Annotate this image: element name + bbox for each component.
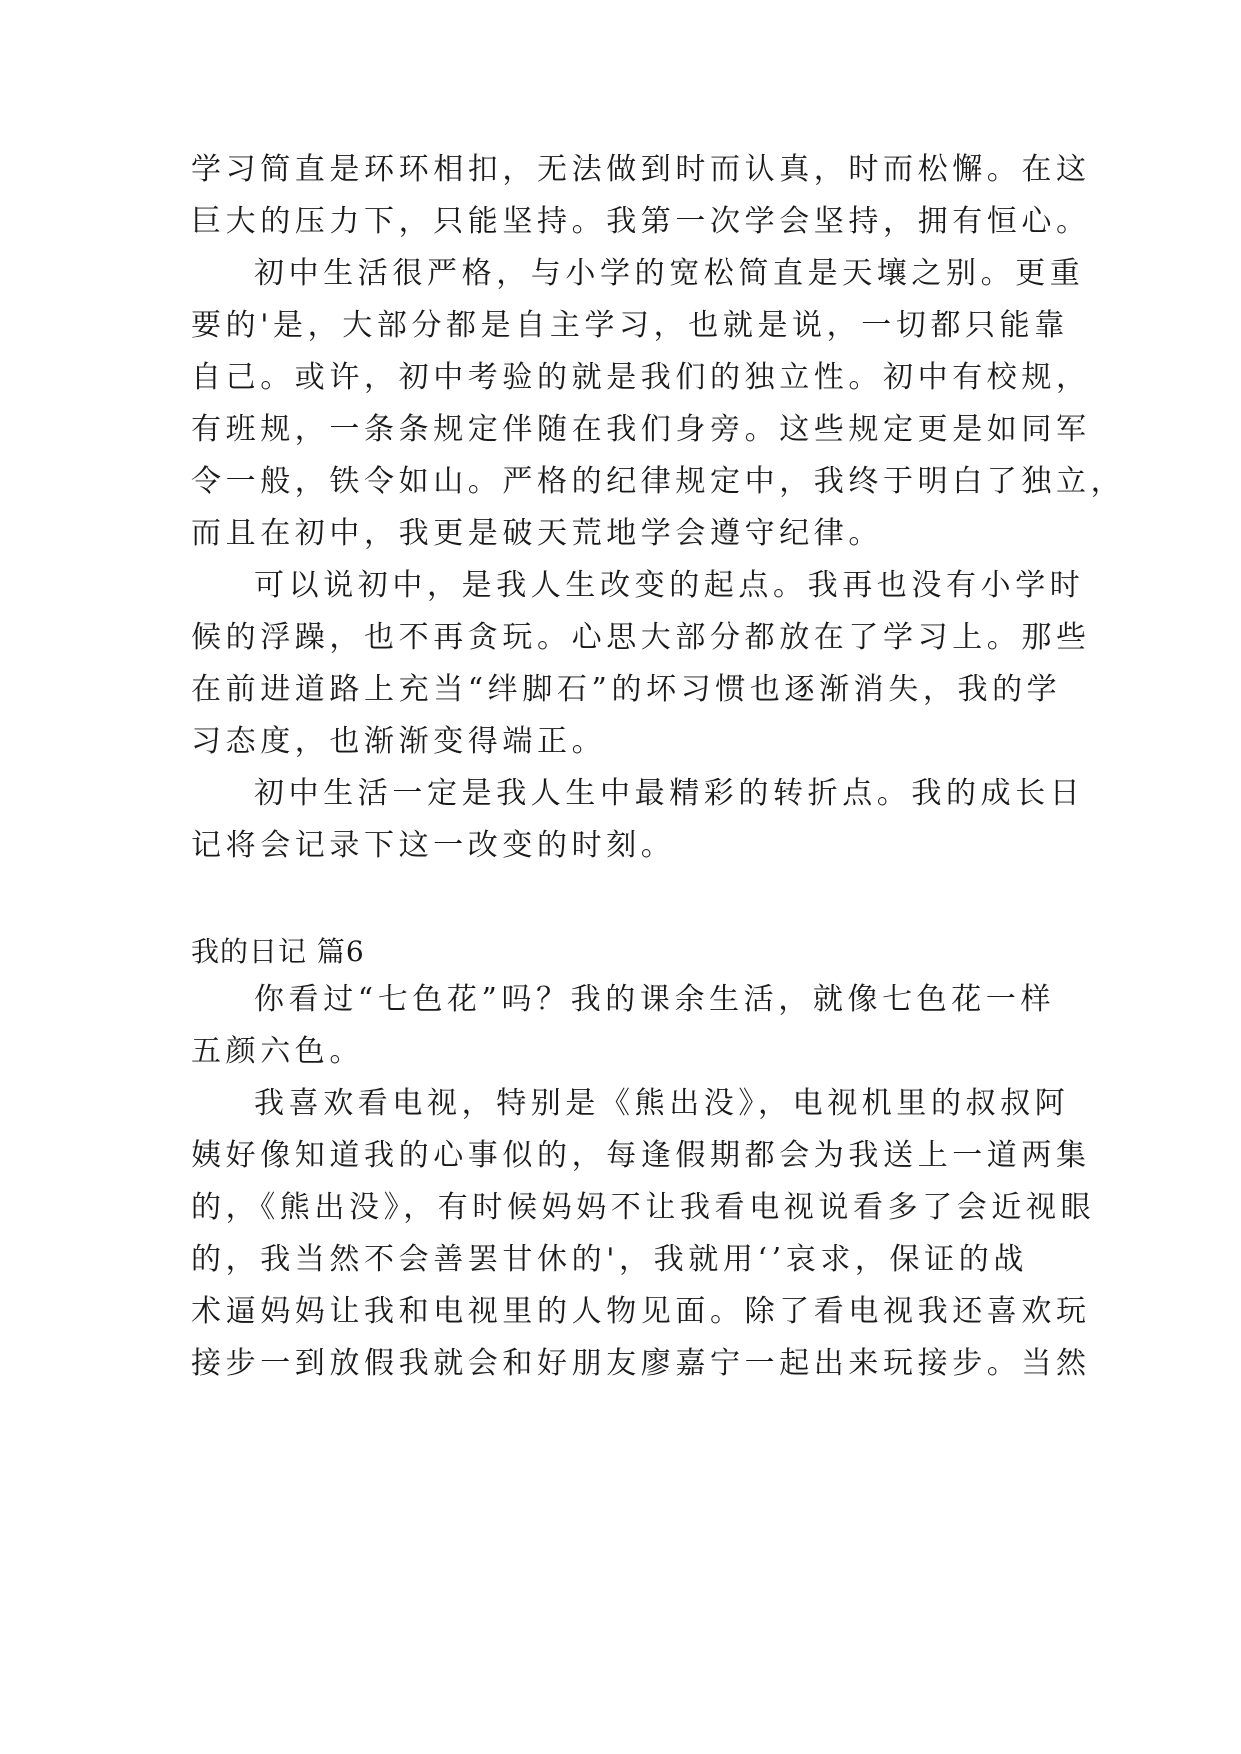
paragraph-line: 习态度，也渐渐变得端正。	[191, 724, 607, 759]
paragraph-line: 五颜六色。	[191, 1034, 364, 1069]
paragraph-line: 在前进道路上充当“绊脚石”的坏习惯也逐渐消失，我的学	[191, 672, 1062, 707]
paragraph-line: 可以说初中，是我人生改变的起点。我再也没有小学时	[254, 568, 1085, 603]
paragraph-line: 的，《熊出没》，有时候妈妈不让我看电视说看多了会近视眼	[191, 1190, 1096, 1225]
paragraph-line: 记将会记录下这一改变的时刻。	[191, 828, 676, 863]
paragraph-line: 接步一到放假我就会和好朋友廖嘉宁一起出来玩接步。当然	[191, 1346, 1091, 1381]
paragraph-line: 我喜欢看电视，特别是《熊出没》，电视机里的叔叔阿	[254, 1086, 1070, 1121]
paragraph-line: 候的浮躁，也不再贪玩。心思大部分都放在了学习上。那些	[191, 620, 1091, 655]
paragraph-line: 学习简直是环环相扣，无法做到时而认真，时而松懈。在这	[191, 152, 1091, 187]
paragraph-line: 巨大的压力下，只能坚持。我第一次学会坚持，拥有恒心。	[191, 204, 1091, 239]
section-heading: 我的日记 篇6	[191, 935, 365, 968]
paragraph-line: 你看过“七色花”吗？我的课余生活，就像七色花一样	[254, 982, 1056, 1017]
paragraph-line: 而且在初中，我更是破天荒地学会遵守纪律。	[191, 516, 883, 551]
paragraph-line: 初中生活一定是我人生中最精彩的转折点。我的成长日	[254, 776, 1085, 811]
paragraph-line: 要的'是，大部分都是自主学习，也就是说，一切都只能靠	[191, 308, 1069, 343]
paragraph-line: 自己。或许，初中考验的就是我们的独立性。初中有校规，	[191, 360, 1091, 395]
paragraph-line: 有班规，一条条规定伴随在我们身旁。这些规定更是如同军	[191, 412, 1091, 447]
paragraph-line: 的，我当然不会善罢甘休的'，我就用‘’哀求，保证的战	[191, 1242, 1028, 1277]
paragraph-line: 姨好像知道我的心事似的，每逢假期都会为我送上一道两集	[191, 1138, 1091, 1173]
paragraph-line: 初中生活很严格，与小学的宽松简直是天壤之别。更重	[254, 256, 1085, 291]
paragraph-line: 令一般，铁令如山。严格的纪律规定中，我终于明白了独立，	[191, 464, 1126, 499]
paragraph-line: 术逼妈妈让我和电视里的人物见面。除了看电视我还喜欢玩	[191, 1294, 1091, 1329]
